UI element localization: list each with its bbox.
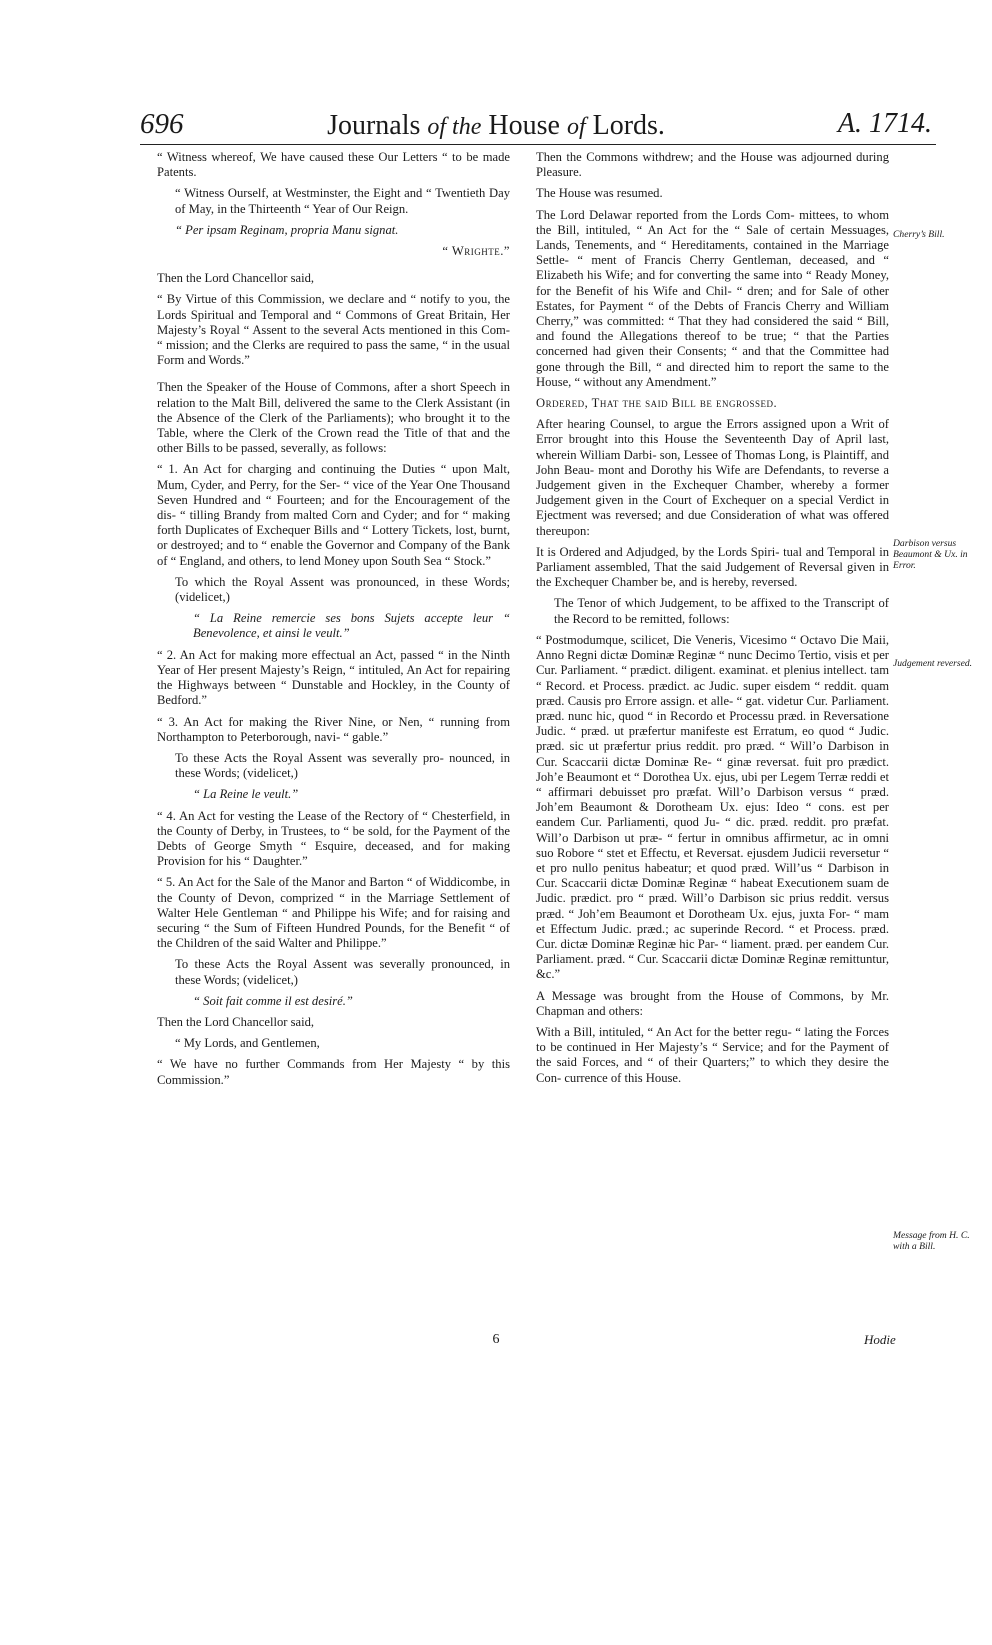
paragraph: To these Acts the Royal Assent was severally pronounced, in these Words; (videlicet,)	[175, 957, 510, 987]
paragraph: “ Witness Ourself, at Westminster, the Eight and “ Twentieth Day of May, in the Thirteenth “ Year of Our Reign.	[175, 186, 510, 216]
paragraph: “ 3. An Act for making the River Nine, or Nen, “ running from Northampton to Peterborough, navi- “ gable.”	[157, 714, 510, 744]
page-number: 696	[140, 108, 184, 140]
paragraph: “ Postmodumque, scilicet, Die Veneris, Vicesimo “ Octavo Die Maii, Anno Regni dictæ Dominæ Reginæ “ nunc Decimo Tertio, visis et per Cur. Parliament. “ prædict. diligent. examinat. et plenius intellect. tam “ Record. et Process. prædict. ac Judic. super eisdem “ reddit. quam præd. Causis pro Errore assign. et alle- “ gat. videtur Cur. Parliament. præd. nunc hic, quod “ in Recordo et Processu præd. in Reversatione Judic. “ præd. ut præfertur manifeste est Erratum, eo quod “ Judic. præd. sic ut præfertur prius reddit. pro præd. “ Will’o Darbison in Cur. Scaccarii dictæ Dominæ Re- “ ginæ reversat. fuit pro prædict. Joh’e Beaumont et “ Dorothea Ux. ejus, ubi per Legem Terræ reddi et “ affirmari debuisset pro præfat. Will’o Darbison versus “ præd. Joh’em Beaumont & Dorotheam Ux. ejus: Ideo “ cons. est per eandem Cur. Parliamenti, quod Ju- “ dic. præd. reddit. pro præfat. Will’o Darbison ut præ- “ fertur in omnibus affirmetur, ac in omni suo Robore “ stet et Effectu, et Reversat. ejusdem Judicii reversetur “ et pro nullo penitus habeatur; et quod præd. Will’us “ Darbison in Cur. Scaccarii dictæ Dominæ Reginæ “ habeat Executionem suam de Judic. prædict. pro “ præd. Will’o Darbison sic prius reddit. versus præd. “ Joh’em Beaumont et Dorotheam Ux. ejus, juxta For- “ mam et Effectum Judic. præd.; ac superinde Record. “ et Process. præd. Cur. dictæ Dominæ Reginæ hic Par- “ liament. præd. per eandem Cur. Parliament. præd. “ Cur. Scaccarii dictæ Dominæ Reginæ remittuntur, &c.”	[536, 632, 889, 982]
margin-note-cherry: Cherry’s Bill.	[893, 229, 945, 240]
paragraph: Then the Lord Chancellor said,	[157, 271, 315, 286]
paragraph: It is Ordered and Adjudged, by the Lords Spiri- tual and Temporal in Parliament assembled, That the said Judgement of Reversal given in the Exchequer Chamber be, and is hereby, reversed.	[536, 544, 889, 590]
paragraph: “ 1. An Act for charging and continuing the Duties “ upon Malt, Mum, Cyder, and Perry, for the Ser- “ vice of the Year One Thousand Seven Hundred and “ Fourteen; and for the Encouragement of the dis- “ tilling Brandy from malted Corn and Cyder; and for “ making forth Duplicates of Exchequer Bills and “ Lottery Tickets, lost, burnt, or destroyed; and to “ enable the Governor and Company of the Bank of “ England, and others, to lend Money upon South Sea “ Stock.”	[157, 462, 510, 568]
page-year: A. 1714.	[837, 108, 932, 139]
paragraph: Then the Speaker of the House of Commons, after a short Speech in relation to the Malt Bill, delivered the same to the Clerk Assistant (in the Absence of the Clerk of the Parliaments); who brought it to the Table, where the Clerk of the Crown read the Title of that and the other Bills to be passed, severally, as follows:	[157, 380, 510, 456]
paragraph: The Tenor of which Judgement, to be affixed to the Transcript of the Record to be remitted, follows:	[554, 596, 889, 626]
page-header	[0, 108, 992, 156]
paragraph: “ Soit fait comme il est desiré.”	[193, 993, 353, 1008]
signature-mark: 6	[492, 1332, 500, 1347]
paragraph: A Message was brought from the House of Commons, by Mr. Chapman and others:	[536, 988, 889, 1018]
paragraph: With a Bill, intituled, “ An Act for the better regu- “ lating the Forces to be continued in Her Majesty’s “ Service; and for the Payment of the said Forces, and “ of their Quarters;” to which they desire the Con- currence of this House.	[536, 1024, 889, 1085]
paragraph: After hearing Counsel, to argue the Errors assigned upon a Writ of Error brought into this House the Seventeenth Day of April last, wherein William Darbi- son, Lessee of Thomas Long, is Plaintiff, and John Beau- mont and Dorothy his Wife are Defendants, to reverse a Judgement given in the Exchequer Chamber, whereby a former Judgement given in the Court of Exchequer on a special Verdict in Ejectment was reversed; and due Consideration of what was offered thereupon:	[536, 417, 889, 538]
header-rule	[140, 144, 936, 145]
left-column	[157, 150, 510, 1094]
title-house: House	[488, 110, 560, 141]
margin-note-judgement: Judgement reversed.	[893, 658, 973, 669]
paragraph: “ We have no further Commands from Her Majesty “ by this Commission.”	[157, 1057, 510, 1087]
title-of-the: of the	[427, 114, 482, 140]
paragraph: To these Acts the Royal Assent was severally pro- nounced, in these Words; (videlicet,)	[175, 750, 510, 781]
title-lords: Lords.	[592, 110, 665, 141]
paragraph: Ordered, That the said Bill be engrossed.	[536, 396, 778, 411]
paragraph: “ Wrighte.”	[442, 244, 510, 259]
paragraph: Then the Commons withdrew; and the House was adjourned during Pleasure.	[536, 150, 889, 180]
paragraph: “ 5. An Act for the Sale of the Manor and Barton “ of Widdicombe, in the County of Devon, comprized “ in the Marriage Settlement of Walter Hele Gentleman “ and Philippe his Wife; and for raising and securing “ the Sum of Fifteen Hundred Pounds, for the Benefit “ of the Children of the said Walter and Philippe.”	[157, 875, 510, 951]
paragraph: The House was resumed.	[536, 186, 663, 201]
paragraph: “ La Reine remercie ses bons Sujets accepte leur “ Benevolence, et ainsi le veult.”	[193, 611, 510, 641]
paragraph: “ My Lords, and Gentlemen,	[175, 1036, 320, 1051]
title-journals: Journals	[327, 110, 421, 141]
margin-note-message: Message from H. C. with a Bill.	[893, 1230, 970, 1252]
paragraph: “ Per ipsam Reginam, propria Manu signat.	[175, 222, 399, 237]
catchword: Hodie	[864, 1332, 896, 1347]
margin-note-darbison: Darbison versus Beaumont & Ux. in Error.	[893, 538, 968, 571]
paragraph: “ La Reine le veult.”	[193, 787, 299, 802]
title-of: of	[566, 114, 586, 140]
paragraph: Then the Lord Chancellor said,	[157, 1014, 315, 1029]
paragraph: “ 4. An Act for vesting the Lease of the Rectory of “ Chesterfield, in the County of Derby, in Trustees, to “ be sold, for the Payment of the Debts of George Smyth “ Esquire, deceased, and for making Provision for his “ Daughter.”	[157, 808, 510, 869]
paragraph: “ By Virtue of this Commission, we declare and “ notify to you, the Lords Spiritual and Temporal and “ Commons of Great Britain, Her Majesty’s Royal “ Assent to the several Acts mentioned in this Com- “ mission; and the Clerks are required to pass the same, “ in the usual Form and Words.”	[157, 292, 510, 368]
right-column	[536, 150, 889, 1092]
paragraph: The Lord Delawar reported from the Lords Com- mittees, to whom the Bill, intituled, “ An Act for the “ Sale of certain Messuages, Lands, Tenements, and “ Hereditaments, contained in the Marriage Settle- “ ment of Francis Cherry Gentleman, deceased, and “ Elizabeth his Wife; and for converting the same into “ Ready Money, for the Benefit of his Wife and Chil- “ dren; and for Sale of other Estates, for Payment “ of the Debts of Francis Cherry and William Cherry,” was committed: “ That they had considered the said “ Bill, and found the Allegations thereof to be true; “ that the Parties concerned had given their Consents; “ and that the Committee had gone through the Bill, “ and directed him to report the same to the House, “ without any Amendment.”	[536, 207, 889, 389]
paragraph: “ 2. An Act for making more effectual an Act, passed “ in the Ninth Year of Her present Majesty’s Reign, “ intituled, An Act for repairing the Highways between “ Dunstable and Hockley, in the County of Bedford.”	[157, 647, 510, 708]
paragraph: To which the Royal Assent was pronounced, in these Words; (videlicet,)	[175, 574, 510, 605]
paragraph: “ Witness whereof, We have caused these Our Letters “ to be made Patents.	[157, 150, 510, 180]
